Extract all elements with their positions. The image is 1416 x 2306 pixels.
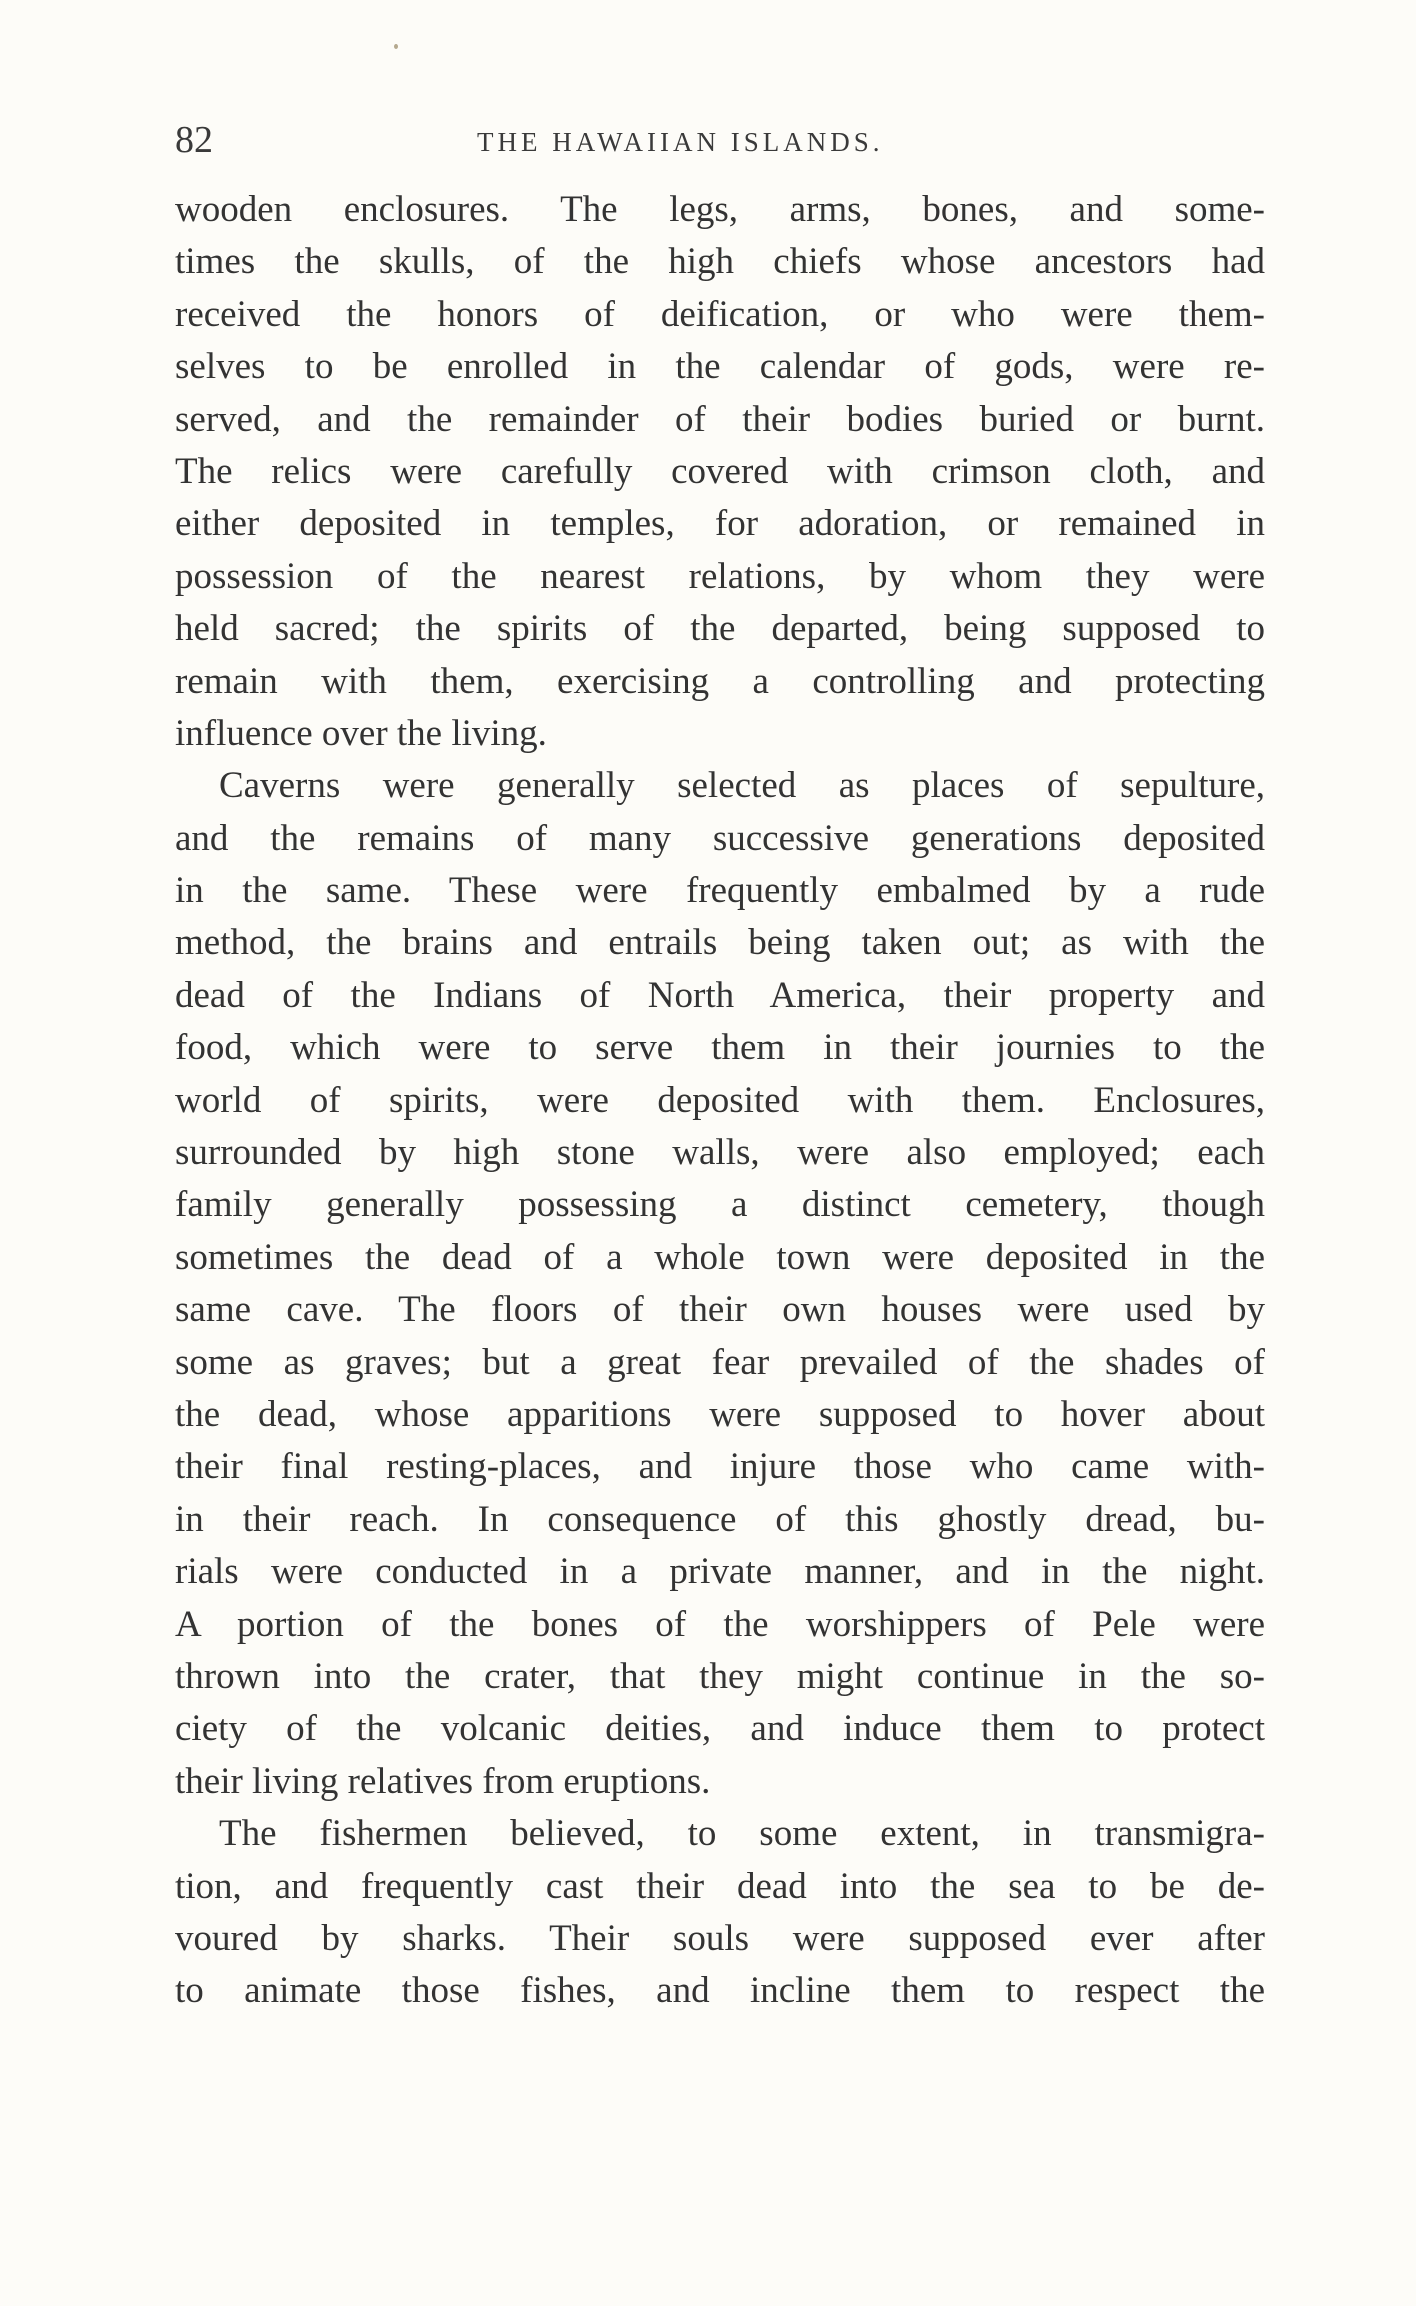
paragraph-end-line: their living relatives from eruptions. <box>175 1760 711 1802</box>
text-line: The relics were carefully covered with crimson cloth, and <box>175 450 1265 492</box>
text-line: sometimes the dead of a whole town were deposited in the <box>175 1236 1265 1278</box>
text-line: their final resting-places, and injure those who came with- <box>175 1446 1265 1488</box>
text-line: selves to be enrolled in the calendar of gods, were re- <box>175 346 1265 388</box>
text-line: thrown into the crater, that they might continue in the so- <box>175 1655 1265 1697</box>
paragraph-end-line: influence over the living. <box>175 712 547 754</box>
text-line: remain with them, exercising a controlling and protecting <box>175 660 1265 702</box>
text-line: served, and the remainder of their bodies buried or burnt. <box>175 398 1265 440</box>
text-line: tion, and frequently cast their dead into the sea to be de- <box>175 1865 1265 1907</box>
text-line: possession of the nearest relations, by whom they were <box>175 555 1265 597</box>
text-line: world of spirits, were deposited with them. Enclosures, <box>175 1079 1265 1121</box>
text-line: dead of the Indians of North America, their property and <box>175 974 1265 1016</box>
paper-speck <box>394 44 398 49</box>
text-line: held sacred; the spirits of the departed, being supposed to <box>175 608 1265 650</box>
text-line: some as graves; but a great fear prevailed of the shades of <box>175 1341 1265 1383</box>
text-line: ciety of the volcanic deities, and induce them to protect <box>175 1708 1265 1750</box>
text-line: to animate those fishes, and incline them to respect the <box>175 1970 1265 2012</box>
text-line: voured by sharks. Their souls were supposed ever after <box>175 1917 1265 1959</box>
text-line: in their reach. In consequence of this ghostly dread, bu- <box>175 1498 1265 1540</box>
body-text <box>175 184 1265 2018</box>
text-line: and the remains of many successive generations deposited <box>175 817 1265 859</box>
text-line: either deposited in temples, for adoration, or remained in <box>175 503 1265 545</box>
text-line: in the same. These were frequently embalmed by a rude <box>175 870 1265 912</box>
text-line: rials were conducted in a private manner, and in the night. <box>175 1551 1265 1593</box>
text-line: surrounded by high stone walls, were also employed; each <box>175 1132 1265 1174</box>
text-line: the dead, whose apparitions were supposed to hover about <box>175 1393 1265 1435</box>
text-line: method, the brains and entrails being taken out; as with the <box>175 922 1265 964</box>
running-head <box>175 112 1265 168</box>
running-title: THE HAWAIIAN ISLANDS. <box>477 127 884 157</box>
text-line: same cave. The floors of their own houses were used by <box>175 1289 1265 1331</box>
text-line: times the skulls, of the high chiefs whose ancestors had <box>175 241 1265 283</box>
text-line: A portion of the bones of the worshippers of Pele were <box>175 1603 1265 1645</box>
paragraph-start-line: The fishermen believed, to some extent, in transmigra- <box>219 1813 1265 1855</box>
text-line: wooden enclosures. The legs, arms, bones, and some- <box>175 189 1265 230</box>
paragraph-start-line: Caverns were generally selected as places of sepulture, <box>219 765 1265 807</box>
text-line: food, which were to serve them in their journies to the <box>175 1027 1265 1069</box>
text-line: family generally possessing a distinct cemetery, though <box>175 1184 1265 1226</box>
text-line: received the honors of deification, or who were them- <box>175 293 1265 335</box>
page-number: 82 <box>175 119 213 161</box>
